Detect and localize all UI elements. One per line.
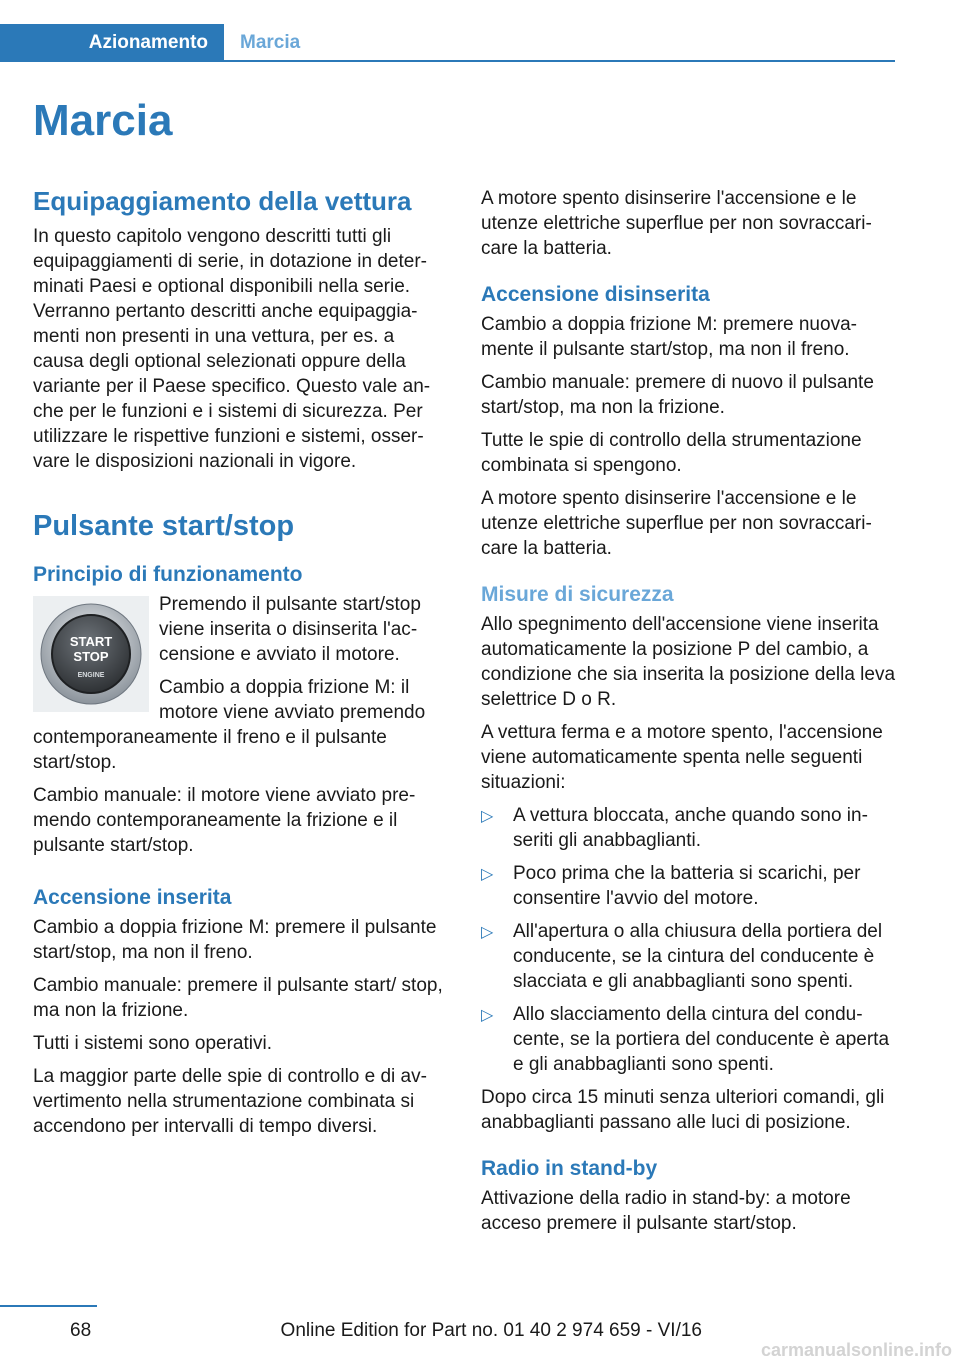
button-text-stop: STOP: [73, 649, 109, 664]
heading-accensione-inserita: Accensione inserita: [33, 886, 232, 909]
triangle-bullet-icon: ▷: [481, 924, 494, 941]
page-number: 68: [70, 1320, 92, 1341]
paragraph-disinserita-1: Cambio a doppia frizione M: premere nuovamente il pulsante start/stop, ma non il freno.: [481, 314, 857, 360]
paragraph-principio-1: Premendo il pulsante start/stop viene inserita o disinserita l'accensione e avviato il motore.: [159, 594, 421, 665]
heading-equipaggiamento: Equipaggiamento della vettura: [33, 186, 412, 216]
heading-misure-sicurezza: Misure di sicurezza: [481, 583, 674, 606]
button-text-engine: ENGINE: [77, 672, 105, 679]
paragraph-radio: Attivazione della radio in stand-by: a motore acceso premere il pulsante start/stop.: [481, 1188, 851, 1234]
paragraph-disinserita-4: A motore spento disinserire l'accensione e le utenze elettriche superflue per non sovraccaricare la batteria.: [481, 488, 872, 559]
triangle-bullet-icon: ▷: [481, 1007, 494, 1024]
right-column: [481, 186, 896, 1244]
paragraph-inserita-4: La maggior parte delle spie di controllo e di avvertimento nella strumentazione combinata si accendono per intervalli di tempo diversi.: [33, 1066, 427, 1137]
list-item: ▷ Poco prima che la batteria si scarichi, per consentire l'avvio del motore.: [481, 863, 861, 909]
paragraph-inserita-3: Tutti i sistemi sono operativi.: [33, 1033, 272, 1054]
paragraph-disinserita-3: Tutte le spie di controllo della strumentazione combinata si spengono.: [481, 430, 862, 476]
list-item: ▷ All'apertura o alla chiusura della portiera del conducente, se la cintura del conducente è slacciata e gli anabbaglianti sono spenti.: [481, 921, 883, 992]
start-stop-button-icon: [39, 602, 143, 706]
triangle-bullet-icon: ▷: [481, 808, 494, 825]
list-item: ▷ A vettura bloccata, anche quando sono inseriti gli anabbaglianti.: [481, 805, 868, 851]
paragraph-equipaggiamento: In questo capitolo vengono descritti tutti gli equipaggiamenti di serie, in dotazione in determinati Paesi e optional disponibili nella serie. Verranno pertanto descritti anche equipaggiamenti non presenti in una vettura, per es. a causa degli optional selezionati oppure della variante per il Paese specifico. Questo vale anche per le funzioni e i sistemi di sicurezza. Per utilizzare le rispettive funzioni e sistemi, osservare le disposizioni nazionali in vigore.: [33, 226, 431, 472]
header-rule: [0, 60, 895, 62]
list-item: ▷ Allo slacciamento della cintura del conducente, se la portiera del conducente è aperta e gli anabbaglianti sono spenti.: [481, 1004, 890, 1075]
paragraph-inserita-1: Cambio a doppia frizione M: premere il pulsante start/stop, ma non il freno.: [33, 917, 437, 963]
paragraph-principio-2: Cambio a doppia frizione M: il motore viene avviato premendo contemporaneamente il freno e il pulsante start/stop.: [33, 677, 426, 773]
paragraph-principio-3: Cambio manuale: il motore viene avviato premendo contemporaneamente la frizione e il pulsante start/stop.: [33, 785, 416, 856]
header-tab-marcia[interactable]: Marcia: [240, 32, 301, 53]
triangle-bullet-icon: ▷: [481, 866, 494, 883]
paragraph-disinserita-2: Cambio manuale: premere di nuovo il pulsante start/stop, ma non la frizione.: [481, 372, 874, 418]
left-column: [33, 186, 448, 1147]
heading-principio: Principio di funzionamento: [33, 563, 303, 586]
paragraph-inserita-2: Cambio manuale: premere il pulsante start/ stop, ma non la frizione.: [33, 975, 443, 1021]
header-tab-azionamento[interactable]: Azionamento: [0, 24, 224, 62]
paragraph-right-top: A motore spento disinserire l'accensione e le utenze elettriche superflue per non sovraccaricare la batteria.: [481, 188, 872, 259]
footer-rule: [0, 1305, 97, 1307]
edition-text: Online Edition for Part no. 01 40 2 974 659 - VI/16: [280, 1320, 702, 1341]
page-header: [0, 24, 895, 62]
heading-accensione-disinserita: Accensione disinserita: [481, 283, 710, 306]
heading-radio-standby: Radio in stand-by: [481, 1157, 658, 1180]
paragraph-misure-2: A vettura ferma e a motore spento, l'accensione viene automaticamente spenta nelle seguenti situazioni:: [481, 722, 883, 793]
paragraph-misure-3: Dopo circa 15 minuti senza ulteriori comandi, gli anabbaglianti passano alle luci di posizione.: [481, 1087, 885, 1133]
bullet-list: [481, 803, 896, 1077]
watermark: carmanualsonline.info: [760, 1340, 952, 1360]
page-title: Marcia: [33, 96, 173, 145]
start-stop-button-image: [33, 596, 149, 712]
heading-pulsante-start-stop: Pulsante start/stop: [33, 510, 295, 542]
paragraph-misure-1: Allo spegnimento dell'accensione viene inserita automaticamente la posizione P del cambio, a condizione che sia inserita la posizione della leva selettrice D o R.: [481, 614, 896, 710]
button-text-start: START: [69, 634, 113, 649]
